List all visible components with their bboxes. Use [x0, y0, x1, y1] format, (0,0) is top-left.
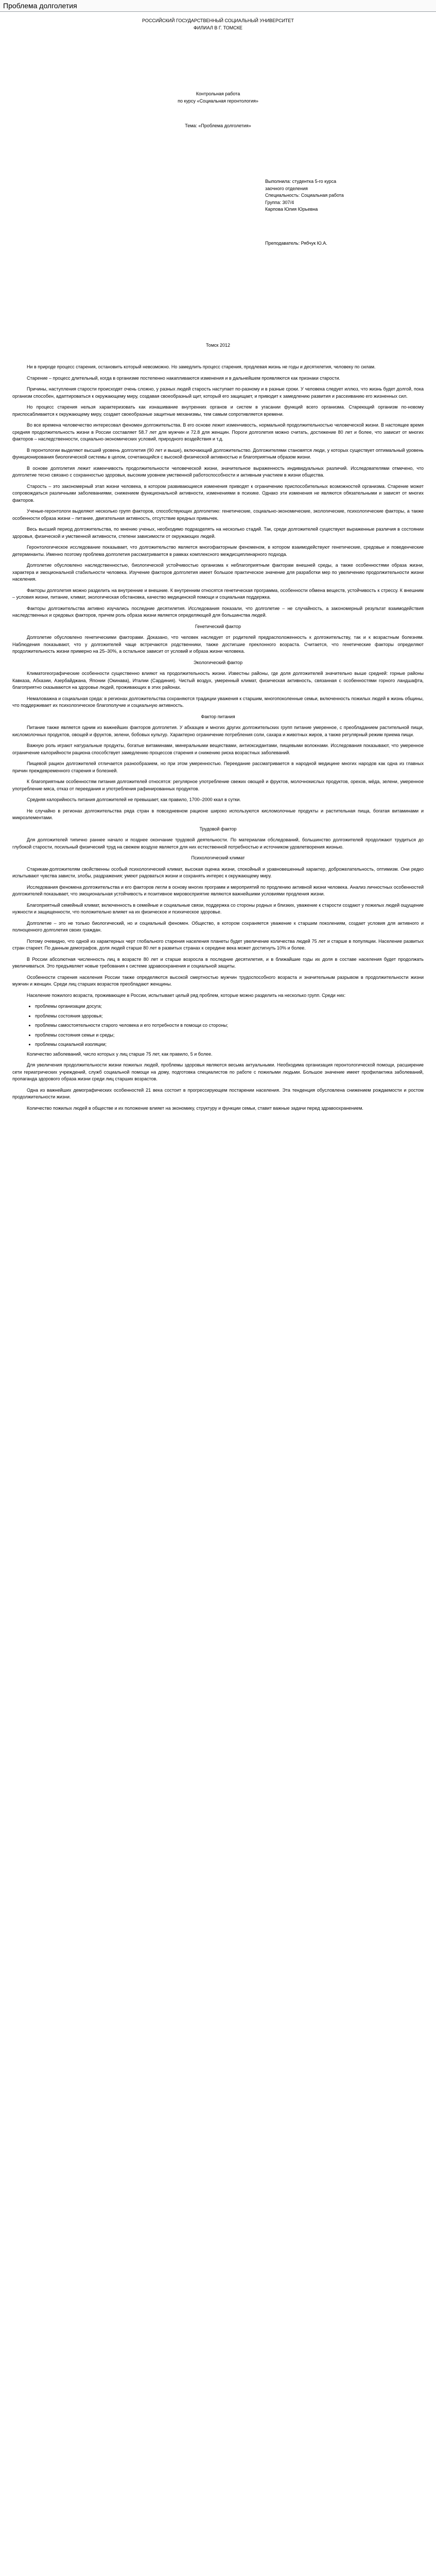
- paragraph: В России абсолютная численность лиц в возрасте 80 лет и старше возросла в последние десятилетия, и в ближайшие годы их доля в составе населения будет продолжать увеличиваться. Это предъявляет новые требования к системе здравоохранения и социальной защиты.: [12, 956, 424, 969]
- paragraph: Ученые-геронтологи выделяют несколько групп факторов, способствующих долголетию: генетические, социально-экономические, экологические, психологические факторы, а также особенности образа жизни – питание, двигательная активность, отсутствие вредных привычек.: [12, 509, 424, 521]
- paragraph: Одна из важнейших демографических особенностей 21 века состоит в прогрессирующем постарении населения. Эта тенденция обусловлена снижением рождаемости и ростом продолжительности жизни.: [12, 1087, 424, 1099]
- paragraph: Пищевой рацион долгожителей отличается разнообразием, но при этом умеренностью. Переедание рассматривается в народной медицине многих народов как одна из главных причин преждевременного старения и болезней.: [12, 761, 424, 773]
- document-body: [12, 364, 424, 1116]
- section-heading: Генетический фактор: [195, 623, 241, 629]
- paragraph: Благоприятный семейный климат, включенность в семейные и социальные связи, поддержка со стороны родных и близких, уважение к старости создают у пожилых людей ощущение нужности и защищенности, что положительно влияет на их физическое и психическое здоровье.: [12, 902, 424, 914]
- paragraph: Долголетие обусловлено генетическими факторами. Доказано, что человек наследует от родителей предрасположенность к долгожительству, так и к возрастным болезням. Наблюдения показывают, что у долгожителей чаще встречаются родственники, также достигшие преклонного возраста. Считается, что генетические факторы определяют продолжительность жизни примерно на 25–30%, а остальное зависит от условий и образа жизни человека.: [12, 635, 424, 654]
- paragraph: Важную роль играют натуральные продукты, богатые витаминами, минеральными веществами, антиоксидантами, пищевыми волокнами. Исследования показывают, что умеренное ограничение калорийности рациона способствует замедлению процессов старения и снижению риска возрастных заболеваний.: [12, 743, 424, 755]
- paragraph: К благоприятным особенностям питания долгожителей относятся: регулярное употребление свежих овощей и фруктов, молочнокислых продуктов, орехов, мёда, зелени, умеренное употребление мяса, отказ от переедания и употребления рафинированных продуктов.: [12, 779, 424, 791]
- university-heading: [0, 18, 436, 31]
- author-line: Специальность: Социальная работа: [265, 193, 344, 198]
- section-heading: Фактор питания: [201, 714, 235, 719]
- paragraph: Исследования феномена долгожительства и его факторов легли в основу многих программ и мероприятий по продлению активной жизни человека. Анализ личностных особенностей долгожителей показывает, что эмоциональная устойчивость и позитивное мировосприятие являются важнейшими условиями продления жизни.: [12, 884, 424, 896]
- paragraph: Не случайно в регионах долгожительства ряда стран в повседневном рационе широко используются кисломолочные продукты и растительная пища, богатая витаминами и микроэлементами.: [12, 808, 424, 820]
- work-type: Контрольная работа: [196, 91, 240, 96]
- paragraph: Для увеличения продолжительности жизни пожилых людей, проблемы здоровья являются весьма актуальными. Необходима организация геронтологической помощи, расширение сети гериатрических учреждений, служб социальной помощи на дому, подготовка специалистов по работе с пожилыми людьми. Большое значение имеет профилактика заболеваний, пропаганда здорового образа жизни среди лиц старших возрастов.: [12, 1062, 424, 1081]
- author-line: Группа: 307/4: [265, 199, 294, 205]
- paragraph: Потому очевидно, что одной из характерных черт глобального старения населения планеты будет увеличение количества людей 75 лет и старше в популяции. Население развитых стран стареет. По данным демографов, доля людей старше 80 лет в развитых странах к середине века может достигнуть 10% и более.: [12, 938, 424, 951]
- paragraph: Климатогеографические особенности существенно влияют на продолжительность жизни. Известны районы, где доля долгожителей значительно выше средней: горные районы Кавказа, Абхазии, Азербайджана, Японии (Окинава), Италии (Сардиния). Чистый воздух, умеренный климат, физическая активность, связанная с особенностями горного ландшафта, благоприятно сказываются на здоровье людей, проживающих в этих районах.: [12, 671, 424, 690]
- city-year: Томск 2012: [206, 343, 230, 348]
- paragraph: Ни в природе процесс старения, остановить который невозможно. Но замедлить процесс старения, продлевая жизнь не годы и десятилетия, человеку по силам.: [27, 364, 376, 369]
- author-line: заочного отделения: [265, 185, 308, 191]
- paragraph: Для долгожителей типично раннее начало и позднее окончание трудовой деятельности. По материалам обследований, большинство долгожителей продолжают трудиться до глубокой старости, посильный физический труд на свежем воздухе является для них естественной потребностью и источником удовлетворения жизнью.: [12, 837, 424, 850]
- list-item: • проблемы самостоятельности старого человека и его потребности в помощи со стороны;: [35, 1022, 424, 1029]
- list-item: • проблемы социальной изоляции;: [35, 1041, 424, 1048]
- university-name: РОССИЙСКИЙ ГОСУДАРСТВЕННЫЙ СОЦИАЛЬНЫЙ УНИВЕРСИТЕТ: [142, 18, 294, 23]
- paragraph: В основе долголетия лежит изменчивость продолжительности человеческой жизни, значительное выраженность индивидуальных различий. Исследователями отмечено, что долголетие тесно связано с сохранностью здоровья, высоким уровнем умственной работоспособности и активным участием в жизни общества.: [12, 465, 424, 478]
- paragraph: Немаловажна и социальная среда: в регионах долгожительства сохраняются традиции уважения к старшим, многопоколенные семьи, включенность пожилых людей в жизнь общины, что поддерживает их психологическое благополучие и социальную активность.: [12, 696, 424, 708]
- paragraph: Геронтологическое исследование показывает, что долгожительство является многофакторным феноменом, в котором взаимодействуют генетические, средовые и поведенческие детерминанты. Именно поэтому проблема долголетия рассматривается в рамках комплексного междисциплинарного подхода.: [12, 545, 424, 557]
- list-item: • проблемы состояния здоровья;: [35, 1013, 424, 1020]
- paragraph: Весь высший период долгожительства, по мнению ученых, необходимо подразделять на несколько стадий. Так, среди долгожителей существуют выраженные различия в состоянии здоровья, физической и умственной активности, степени зависимости от окружающих людей.: [12, 527, 424, 539]
- paragraph: Факторы долгожительства активно изучались последние десятилетия. Исследования показали, что долголетие – не случайность, а закономерный результат взаимодействия наследственных и средовых факторов, причем роль образа жизни является определяющей для большинства людей.: [12, 605, 424, 618]
- author-line: Карпова Юлия Юрьевна: [265, 207, 318, 212]
- paragraph: В геронтологии выделяют высший уровень долголетия (90 лет и выше), включающий долгожительство. Долгожителями становятся люди, у которых существует оптимальный уровень функционирования биологической системы в целом, сочетающийся с высокой физической активностью и благоприятным образом жизни.: [12, 447, 424, 460]
- section-heading: Психологический климат: [191, 855, 245, 860]
- course-name: по курсу «Социальная геронтология»: [178, 98, 258, 104]
- list-item: • проблемы состояния семьи и среды;: [35, 1032, 424, 1039]
- paragraph: Во все времена человечество интересовал феномен долгожительства. В его основе лежит изменчивость, нормальной продолжительностью человеческой жизни. В настоящее время средняя продолжительность жизни в России составляет 58.7 лет для мужчин и 72.8 для женщин. Пороги долголетия можно считать, достижение 80 лет и более, что зависит от многих факторов – наследственности, социально-экономических условий, природного воздействия и т.д.: [12, 422, 424, 442]
- paragraph: Но процесс старения нельзя характеризовать как изнашивание внутренних органов и систем в угасании функций всего организма. Стареющий организм по-новому приспосабливается к окружающему миру, создает своеобразные защитные механизмы, тем самым сопротивляется времени.: [12, 404, 424, 417]
- section-heading: Экологический фактор: [193, 659, 243, 665]
- paragraph: Старость – это закономерный этап жизни человека, в котором развивающиеся изменения приводят к ограничению приспособительных возможностей организма. Старение может сопровождаться различными заболеваниями, снижением функциональной активности, изменениями в психике. Однако эти изменения не являются обязательными и зависят от многих факторов.: [12, 483, 424, 503]
- author-block: [265, 178, 430, 213]
- paragraph: Долголетие – это не только биологический, но и социальный феномен. Общество, в котором сохраняется уважение к старшим поколениям, создает условия для активного и полноценного долголетия своих граждан.: [12, 920, 424, 933]
- paragraph: Средняя калорийность питания долгожителей не превышает, как правило, 1700–2000 ккал в сутки.: [27, 797, 241, 802]
- list-item: • проблемы организации досуга;: [35, 1003, 424, 1010]
- branch-name: ФИЛИАЛ В Г. ТОМСКЕ: [194, 25, 242, 30]
- paragraph: Количество пожилых людей в обществе и их положение влияет на экономику, структуру и функции семьи, ставит важные задачи перед здравоохранением.: [27, 1105, 363, 1111]
- section-heading: Трудовой фактор: [199, 826, 237, 832]
- paragraph: Население пожилого возраста, проживающее в России, испытывает целый ряд проблем, которые можно разделить на несколько групп. Среди них:: [27, 992, 346, 998]
- paragraph: Количество заболеваний, число которых у лиц старше 75 лет, как правило, 5 и более.: [27, 1051, 213, 1057]
- paragraph: Старикам-долгожителям свойственны особый психологический климат, высокая оценка жизни, спокойный и уравновешенный характер, доброжелательность, оптимизм. Они редко испытывают чувства зависти, злобы, раздражения; умеют радоваться жизни и сохранять интерес к окружающему миру.: [12, 866, 424, 878]
- paragraph: Старение – процесс длительный, когда в организме постепенно накапливаются изменения и в дальнейшем проявляются как признаки старости.: [27, 375, 340, 381]
- paragraph: Факторы долголетия можно разделить на внутренние и внешние. К внутренним относятся генетическая программа, особенности обмена веществ, устойчивость к стрессу. К внешним – условия жизни, питание, климат, экологическая обстановка, качество медицинской помощи и социальная поддержка.: [12, 587, 424, 600]
- paragraph: Питание также является одним из важнейших факторов долголетия. У абхазцев и многих других долгожительских групп питание умеренное, с преобладанием растительной пищи, кисломолочных продуктов, овощей и фруктов, зелени, бобовых культур. Характерно ограничение потребления соли, сахара и животных жиров, а также регулярный режим приема пищи.: [12, 725, 424, 737]
- teacher-line: Преподаватель: Рябчук Ю.А.: [265, 241, 327, 246]
- document-header: [0, 0, 436, 12]
- author-line: Выполнила: студентка 5-го курса: [265, 179, 337, 184]
- paragraph: Особенности старения населения России также определяются высокой смертностью мужчин трудоспособного возраста и значительным разрывом в продолжительности жизни мужчин и женщин. Среди лиц старших возрастов преобладают женщины.: [12, 974, 424, 987]
- work-topic: Тема: «Проблема долголетия»: [185, 123, 251, 128]
- work-info: [0, 91, 436, 105]
- paragraph: Причины, наступления старости происходят очень сложно, у разных людей старость наступает по-разному и в разные сроки. У человека следует иллюз, что жизнь будет долгой, пока организм способен, адаптироваться к окружающему миру, создавая своеобразный щит, который его защищает, и приводит к замедлению развития и рассеиванию его жизненных сил.: [12, 386, 424, 399]
- paragraph: Долголетие обусловлено наследственностью, биологической устойчивостью организма к неблагоприятным факторам внешней среды, а также особенностями образа жизни, характера и эмоциональной стабильности человека. Изучение факторов долголетия имеет большое практическое значение для разработки мер по увеличению продолжительности жизни населения.: [12, 563, 424, 582]
- document-title: Проблема долголетия: [3, 2, 77, 10]
- problems-list: [12, 1003, 424, 1048]
